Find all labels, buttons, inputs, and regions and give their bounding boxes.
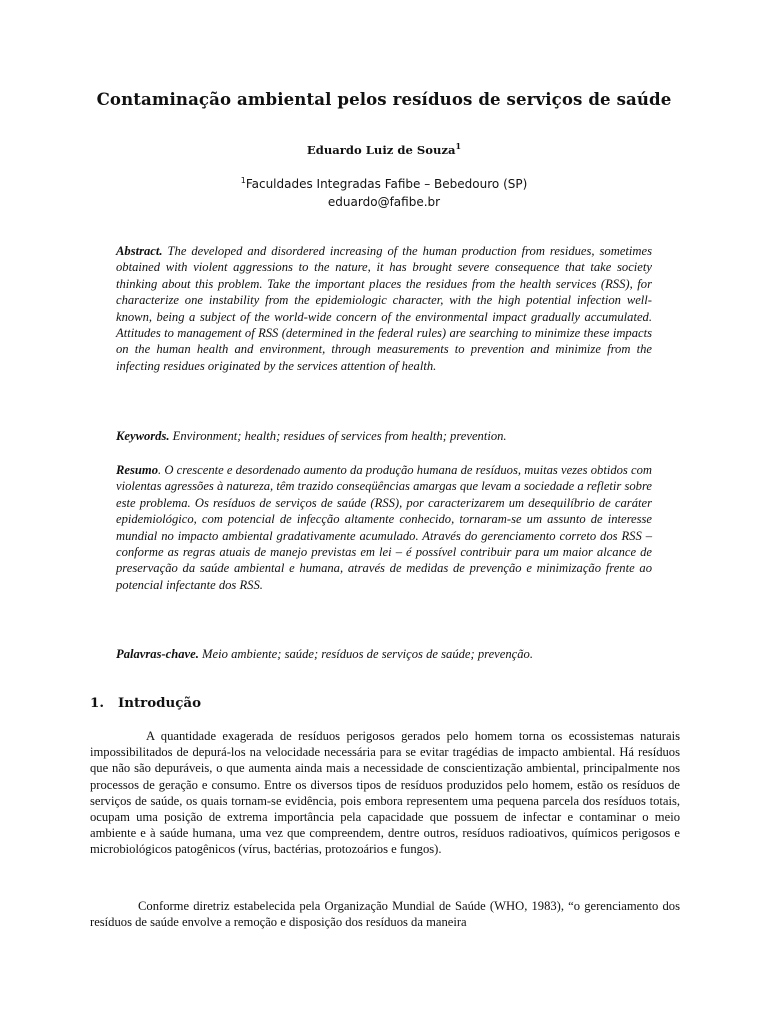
section-number: 1. <box>90 695 104 711</box>
keywords-label: Keywords. <box>116 429 170 443</box>
keywords-text: Environment; health; residues of services from health; prevention. <box>169 429 507 443</box>
palavras-chave-text: Meio ambiente; saúde; resíduos de serviços de saúde; prevenção. <box>198 647 533 661</box>
affiliation-text: Faculdades Integradas Fafibe – Bebedouro (SP) <box>245 177 528 191</box>
resumo-paragraph <box>116 462 652 593</box>
body-paragraph-2: Conforme diretriz estabelecida pela Organização Mundial de Saúde (WHO, 1983), “o gerenciamento dos resíduos de saúde envolve a remoção e disposição dos resíduos da maneira <box>90 899 680 930</box>
author-line <box>40 143 728 157</box>
abstract-text: The developed and disordered increasing of the human production from residues, sometimes obtained with violent aggressions to the nature, it has brought severe consequence that take society thinking about this problem. Take the important places the residues from the health services (RSS), for characterize one instability from the epidemiologic character, with the high potential infection well-known, being a subject of the world-wide concern of the environmental impact gradually accumulated. Attitudes to management of RSS (determined in the federal rules) are searching to minimize these impacts on the human health and environment, through measurements to prevention and minimize from the infecting residues originated by the services attention of health. <box>116 244 652 373</box>
affiliation-line <box>40 175 728 193</box>
palavras-chave-paragraph <box>116 646 652 662</box>
resumo-text: . O crescente e desordenado aumento da produção humana de resíduos, muitas vezes obtidos com violentas agressões à natureza, têm trazido conseqüências amargas que levam a sociedade a refletir sobre este problema. Os resíduos de serviços de saúde (RSS), por caracterizarem um desequilíbrio de caráter epidemiológico, com potencial de infecção altamente conhecido, tornaram-se um assunto de interesse mundial no impacto ambiental gradativamente acumulado. Através do gerenciamento correto dos RSS – conforme as regras atuais de manejo previstas em lei – é possível contribuir para um maior alcance de preservação da saúde ambiental e humana, através de medidas de prevenção e minimização frente ao potencial infectante dos RSS. <box>116 463 652 592</box>
abstract-paragraph <box>116 243 652 374</box>
keywords-paragraph <box>116 428 652 444</box>
author-superscript: 1 <box>455 141 462 152</box>
palavras-chave-label: Palavras-chave. <box>116 647 199 661</box>
author-name: Eduardo Luiz de Souza <box>306 143 456 157</box>
section-heading <box>90 695 201 711</box>
body-paragraph-1: A quantidade exagerada de resíduos perigosos gerados pelo homem torna os ecossistemas naturais impossibilitados de depurá-los na velocidade necessária para se evitar tragédias de impacto ambiental. Há resíduos que não são depuráveis, o que aumenta ainda mais a necessidade de conscientização ambiental, principalmente nos processos de geração e consumo. Entre os diversos tipos de resíduos produzidos pelo homem, estão os resíduos de serviços de saúde, os quais tornam-se evidência, pois embora representem uma pequena parcela dos resíduos totais, ocupam uma posição de extrema importância pela capacidade que possuem de infectar e contaminar o meio ambiente e à saúde humana, uma vez que compreendem, dentre outros, resíduos radioativos, químicos perigosos e microbiológicos patogênicos (vírus, bactérias, protozoários e fungos). <box>90 729 680 857</box>
paper-title: Contaminação ambiental pelos resíduos de serviços de saúde <box>96 89 672 109</box>
abstract-label: Abstract. <box>116 244 163 258</box>
affiliation-block <box>40 175 728 211</box>
affiliation-superscript: 1 <box>240 176 246 185</box>
section-title: Introdução <box>118 695 202 711</box>
author-email: eduardo@fafibe.br <box>327 195 441 209</box>
resumo-label: Resumo <box>116 463 158 477</box>
